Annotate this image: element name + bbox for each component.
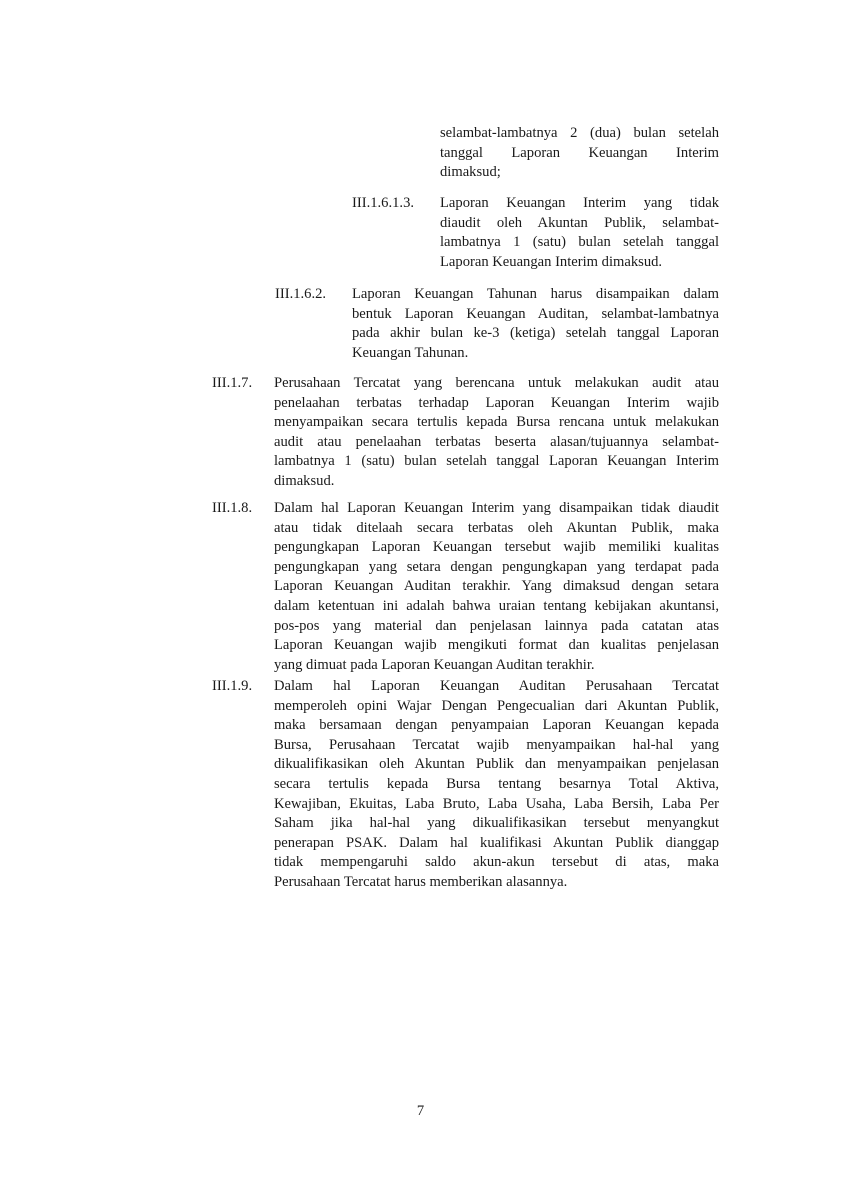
text-line: Keuangan Tahunan. — [352, 344, 469, 361]
text-line: tidak mempengaruhi saldo akun-akun tersebut di atas, maka — [274, 854, 719, 871]
text-line: penelaahan terbatas terhadap Laporan Keuangan Interim wajib — [274, 394, 719, 411]
paragraph-continuation — [440, 124, 719, 183]
text-line: dimaksud; — [440, 164, 501, 181]
text-line: dikualifikasikan oleh Akuntan Publik dan menyampaikan penjelasan — [274, 756, 719, 773]
text-line: pengungkapan yang setara dengan pengungkapan yang terdapat pada — [274, 558, 719, 575]
text-line: lambatnya 1 (satu) bulan setelah tanggal Laporan Keuangan Interim — [274, 453, 719, 470]
text-line: audit atau penelaahan terbatas beserta alasan/tujuannya selambat- — [274, 433, 719, 450]
text-line: dimaksud. — [274, 472, 335, 489]
paragraph-III-1-8 — [274, 499, 719, 675]
text-line: Laporan Keuangan Auditan terakhir. Yang dimaksud dengan setara — [274, 578, 719, 595]
text-line: Laporan Keuangan wajib mengikuti format dan kualitas penjelasan — [274, 637, 719, 654]
paragraph-III-1-7 — [274, 374, 719, 492]
text-line: memperoleh opini Wajar Dengan Pengecualian dari Akuntan Publik, — [274, 697, 719, 714]
text-line: Laporan Keuangan Interim dimaksud. — [440, 253, 663, 270]
page-number: 7 — [416, 1103, 425, 1119]
text-line: menyampaikan secara tertulis kepada Bursa rencana untuk melakukan — [274, 414, 719, 431]
paragraph-III-1-9 — [274, 677, 719, 893]
section-number: III.1.8. — [212, 500, 253, 516]
text-line: Perusahaan Tercatat yang berencana untuk melakukan audit atau — [274, 375, 719, 391]
text-line: Bursa, Perusahaan Tercatat wajib menyampaikan hal-hal yang — [274, 736, 719, 753]
text-line: Saham jika hal-hal yang dikualifikasikan tersebut menyangkut — [274, 815, 719, 832]
text-line: maka bersamaan dengan penyampaian Laporan Keuangan kepada — [274, 717, 719, 734]
text-line: Dalam hal Laporan Keuangan Interim yang disampaikan tidak diaudit — [274, 500, 719, 516]
text-line: pengungkapan Laporan Keuangan tersebut wajib memiliki kualitas — [274, 539, 719, 556]
text-line: tanggal Laporan Keuangan Interim — [440, 144, 719, 161]
text-line: selambat-lambatnya 2 (dua) bulan setelah — [440, 125, 719, 141]
text-line: dalam ketentuan ini adalah bahwa uraian tentang kebijakan akuntansi, — [274, 597, 719, 614]
text-line: bentuk Laporan Keuangan Auditan, selambat-lambatnya — [352, 305, 719, 322]
text-line: diaudit oleh Akuntan Publik, selambat- — [440, 214, 719, 231]
section-number: III.1.9. — [212, 678, 253, 694]
section-number: III.1.6.1.3. — [352, 195, 415, 211]
text-line: atau tidak ditelaah secara terbatas oleh Akuntan Publik, maka — [274, 519, 719, 536]
text-line: secara tertulis kepada Bursa tentang besarnya Total Aktiva, — [274, 775, 719, 792]
text-line: pada akhir bulan ke-3 (ketiga) setelah tanggal Laporan — [352, 325, 719, 342]
paragraph-III-1-6-2 — [352, 285, 719, 363]
section-number: III.1.6.2. — [275, 286, 327, 302]
text-line: Dalam hal Laporan Keuangan Auditan Perusahaan Tercatat — [274, 678, 719, 694]
text-line: pos-pos yang material dan penjelasan lainnya pada catatan atas — [274, 617, 719, 634]
text-line: Laporan Keuangan Tahunan harus disampaikan dalam — [352, 286, 719, 302]
text-line: Perusahaan Tercatat harus memberikan alasannya. — [274, 873, 568, 890]
text-line: lambatnya 1 (satu) bulan setelah tanggal — [440, 234, 719, 251]
paragraph-III-1-6-1-3 — [440, 194, 719, 272]
text-line: Laporan Keuangan Interim yang tidak — [440, 195, 719, 211]
section-number: III.1.7. — [212, 375, 253, 391]
text-line: penerapan PSAK. Dalam hal kualifikasi Akuntan Publik dianggap — [274, 834, 719, 851]
text-line: yang dimuat pada Laporan Keuangan Auditan terakhir. — [274, 656, 595, 673]
text-line: Kewajiban, Ekuitas, Laba Bruto, Laba Usaha, Laba Bersih, Laba Per — [274, 795, 719, 812]
